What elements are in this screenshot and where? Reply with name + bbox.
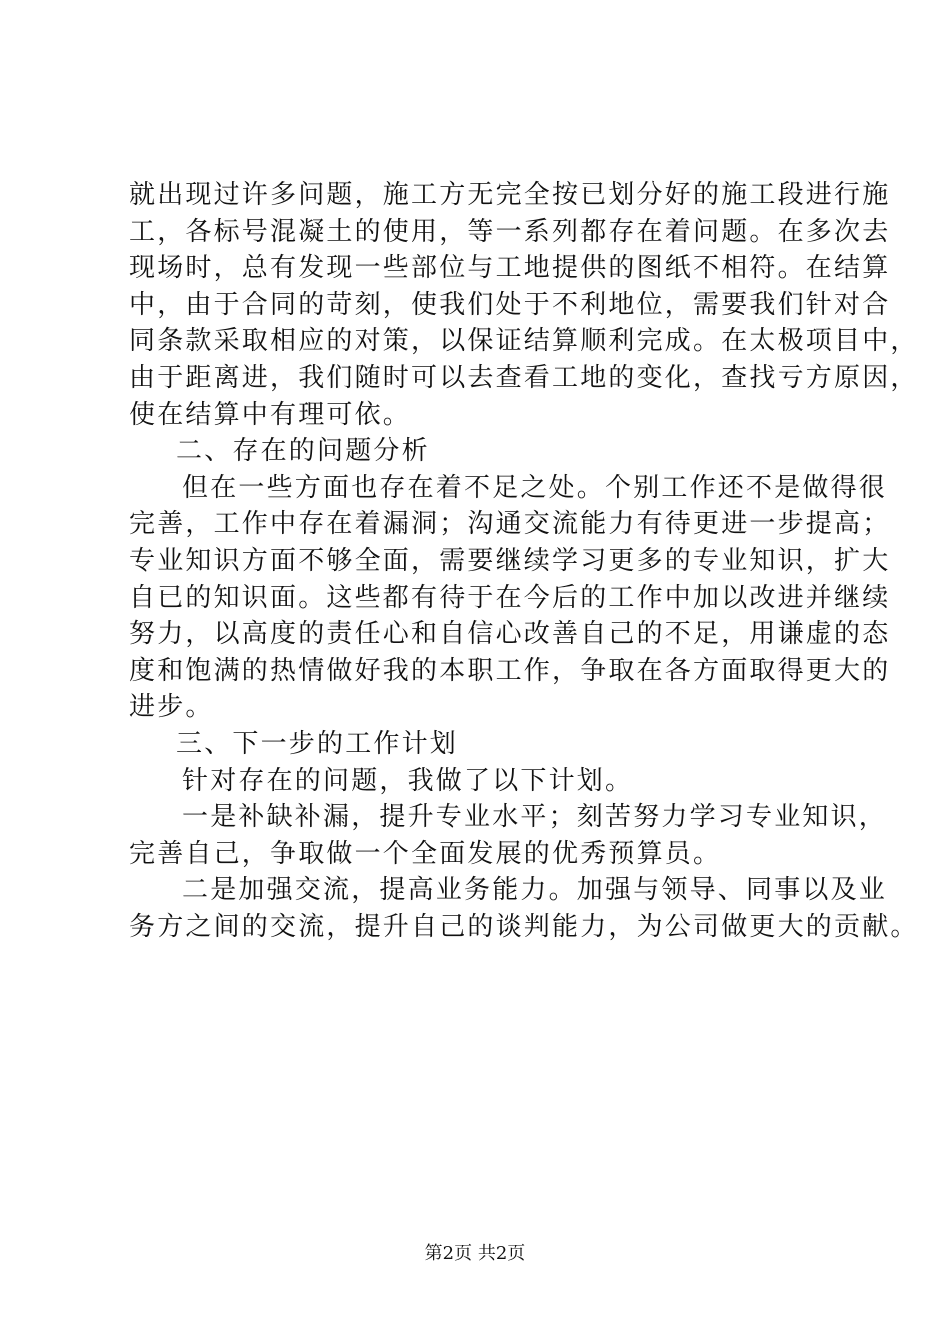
paragraph-line: 务方之间的交流，提升自己的谈判能力，为公司做更大的贡献。: [129, 911, 919, 942]
paragraph-line: 使在结算中有理可依。: [129, 399, 412, 430]
paragraph-line: 度和饱满的热情做好我的本职工作，争取在各方面取得更大的: [129, 655, 891, 686]
paragraph-line: 同条款采取相应的对策，以保证结算顺利完成。在太极项目中，: [129, 326, 919, 357]
paragraph-line: 一是补缺补漏，提升专业水平；刻苦努力学习专业知识，: [182, 802, 888, 833]
paragraph-line: 工，各标号混凝土的使用，等一系列都存在着问题。在多次去: [129, 216, 891, 247]
paragraph-line: 二是加强交流，提高业务能力。加强与领导、同事以及业: [182, 875, 888, 906]
section-heading-problems: 二、存在的问题分析: [176, 436, 430, 467]
paragraph-line: 中，由于合同的苛刻，使我们处于不利地位，需要我们针对合: [129, 289, 891, 320]
section-heading-next-plan: 三、下一步的工作计划: [176, 728, 459, 759]
paragraph-line: 专业知识方面不够全面，需要继续学习更多的专业知识，扩大: [129, 545, 891, 576]
page-number-footer: 第2页 共2页: [424, 1243, 526, 1264]
paragraph-line: 现场时，总有发现一些部位与工地提供的图纸不相符。在结算: [129, 253, 891, 284]
paragraph-line: 但在一些方面也存在着不足之处。个别工作还不是做得很: [182, 472, 888, 503]
paragraph-line: 进步。: [129, 692, 214, 723]
paragraph-line: 针对存在的问题，我做了以下计划。: [182, 765, 634, 796]
paragraph-line: 由于距离进，我们随时可以去查看工地的变化，查找亏方原因，: [129, 362, 919, 393]
paragraph-line: 完善，工作中存在着漏洞；沟通交流能力有待更进一步提高；: [129, 509, 891, 540]
paragraph-line: 努力，以高度的责任心和自信心改善自己的不足，用谦虚的态: [129, 619, 891, 650]
document-body: [129, 177, 919, 945]
paragraph-line: 就出现过许多问题，施工方无完全按已划分好的施工段进行施: [129, 180, 891, 210]
paragraph-line: 自已的知识面。这些都有待于在今后的工作中加以改进并继续: [129, 582, 891, 613]
paragraph-line: 完善自己，争取做一个全面发展的优秀预算员。: [129, 838, 722, 869]
